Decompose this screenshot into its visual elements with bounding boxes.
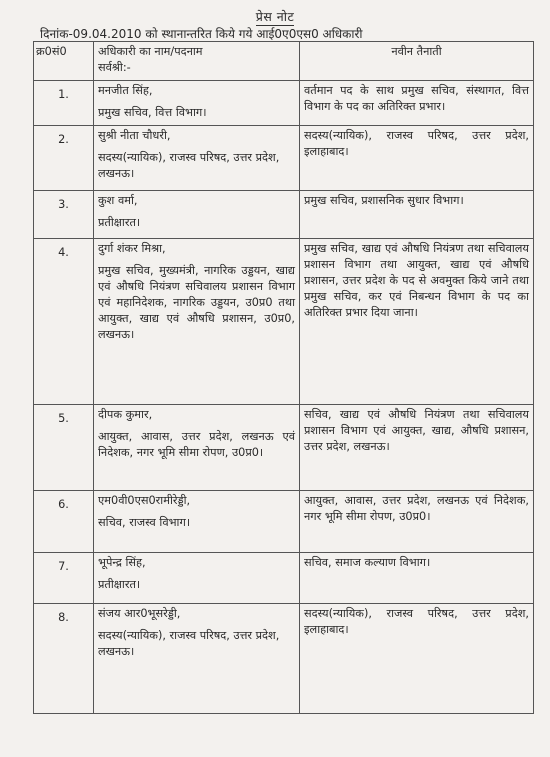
officer-name: कुश वर्मा, xyxy=(98,194,138,207)
table-header-row xyxy=(34,42,534,81)
officer-cell xyxy=(94,604,300,714)
header-new-posting: नवीन तैनाती xyxy=(300,42,534,81)
officer-cell xyxy=(94,81,300,126)
officer-name: दुर्गा शंकर मिश्रा, xyxy=(98,242,166,255)
new-posting: प्रमुख सचिव, प्रशासनिक सुधार विभाग। xyxy=(300,191,534,239)
serial-number: 6. xyxy=(34,491,94,553)
officer-cell xyxy=(94,405,300,491)
officer-name: भूपेन्द्र सिंह, xyxy=(98,556,146,569)
table-row xyxy=(34,553,534,604)
officer-designation: सचिव, राजस्व विभाग। xyxy=(98,516,191,529)
serial-number: 4. xyxy=(34,239,94,405)
officer-name: दीपक कुमार, xyxy=(98,408,153,421)
table-row xyxy=(34,239,534,405)
new-posting: वर्तमान पद के साथ प्रमुख सचिव, संस्थागत, वित्त विभाग के पद का अतिरिक्त प्रभार। xyxy=(300,81,534,126)
officer-cell xyxy=(94,491,300,553)
officer-cell xyxy=(94,126,300,191)
new-posting: सदस्य(न्यायिक), राजस्व परिषद, उत्तर प्रदेश, इलाहाबाद। xyxy=(300,126,534,191)
transfer-table xyxy=(33,41,534,714)
new-posting: आयुक्त, आवास, उत्तर प्रदेश, लखनऊ एवं निदेशक, नगर भूमि सीमा रोपण, उ0प्र0। xyxy=(300,491,534,553)
table-row xyxy=(34,604,534,714)
serial-number: 3. xyxy=(34,191,94,239)
officer-cell xyxy=(94,191,300,239)
page-title: प्रेस नोट xyxy=(255,9,295,24)
officer-name: सुश्री नीता चौधरी, xyxy=(98,129,171,142)
table-row xyxy=(34,405,534,491)
page-subtitle: दिनांक-09.04.2010 को स्थानान्तरित किये गये आई0ए0एस0 अधिकारी xyxy=(40,27,363,41)
table-row xyxy=(34,81,534,126)
new-posting: सचिव, समाज कल्याण विभाग। xyxy=(300,553,534,604)
serial-number: 5. xyxy=(34,405,94,491)
serial-number: 1. xyxy=(34,81,94,126)
officer-designation: प्रतीक्षारत। xyxy=(98,216,141,229)
officer-designation: आयुक्त, आवास, उत्तर प्रदेश, लखनऊ एवं निदेशक, नगर भूमि सीमा रोपण, उ0प्र0। xyxy=(98,430,295,459)
header-officer-name: अधिकारी का नाम/पदनाम सर्वश्री:- xyxy=(94,42,300,81)
officer-designation: सदस्य(न्यायिक), राजस्व परिषद, उत्तर प्रदेश, लखनऊ। xyxy=(98,629,280,658)
serial-number: 8. xyxy=(34,604,94,714)
officer-cell xyxy=(94,239,300,405)
new-posting: सचिव, खाद्य एवं औषधि नियंत्रण तथा सचिवालय प्रशासन विभाग एवं आयुक्त, खाद्य, औषधि प्रशासन, उत्तर प्रदेश, लखनऊ। xyxy=(300,405,534,491)
table-row xyxy=(34,126,534,191)
serial-number: 2. xyxy=(34,126,94,191)
new-posting: सदस्य(न्यायिक), राजस्व परिषद, उत्तर प्रदेश, इलाहाबाद। xyxy=(300,604,534,714)
officer-designation: सदस्य(न्यायिक), राजस्व परिषद, उत्तर प्रदेश, लखनऊ। xyxy=(98,151,280,180)
officer-cell xyxy=(94,553,300,604)
new-posting: प्रमुख सचिव, खाद्य एवं औषधि नियंत्रण तथा सचिवालय प्रशासन विभाग तथा आयुक्त, खाद्य एवं औषधि प्रशासन, उत्तर प्रदेश के पद से अवमुक्त किये जाने तथा प्रमुख सचिव, कर एवं निबन्धन विभाग के पद का अतिरिक्त प्रभार दिया जाना। xyxy=(300,239,534,405)
officer-name: मनजीत सिंह, xyxy=(98,84,153,97)
header-serial-number: क्र0सं0 xyxy=(34,42,94,81)
table-row xyxy=(34,191,534,239)
officer-designation: प्रमुख सचिव, मुख्यमंत्री, नागरिक उड्डयन, खाद्य एवं औषधि नियंत्रण सचिवालय प्रशासन विभाग एवं महानिदेशक, नागरिक उड्डयन, उ0प्र0 तथा आयुक्त, खाद्य एवं औषधि प्रशासन, उ0प्र0, लखनऊ। xyxy=(98,264,295,341)
officer-name: एम0वी0एस0रामीरेड्डी, xyxy=(98,494,191,507)
officer-designation: प्रमुख सचिव, वित्त विभाग। xyxy=(98,106,207,119)
officer-designation: प्रतीक्षारत। xyxy=(98,578,141,591)
table-row xyxy=(34,491,534,553)
officer-name: संजय आर0भूसरेड्डी, xyxy=(98,607,181,620)
serial-number: 7. xyxy=(34,553,94,604)
